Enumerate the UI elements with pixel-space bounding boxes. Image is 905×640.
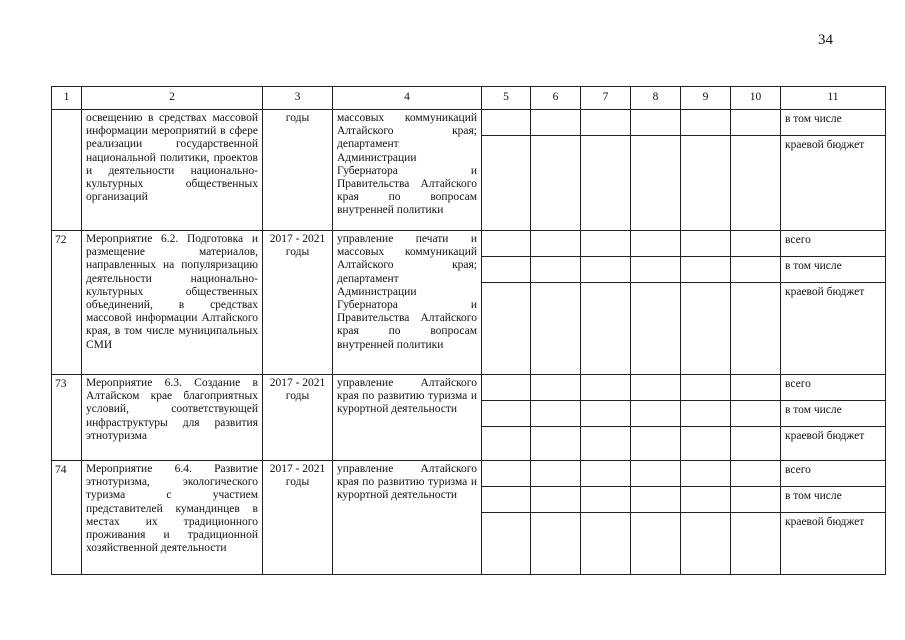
activity-executor: массовых коммуникаций Алтайского края; департамент Администрации Губернатора и Правительства Алтайского края по вопросам внутренней политики [333, 110, 482, 231]
table-row [52, 231, 886, 257]
activity-description: Мероприятие 6.4. Развитие этнотуризма, экологического туризма с участием представителей кумандинцев в местах их традиционного проживания и традиционной хозяйственной деятельности [82, 461, 263, 575]
header-cell: 5 [482, 87, 531, 110]
financing-source: краевой бюджет [781, 136, 886, 231]
financing-source: в том числе [781, 110, 886, 136]
financing-source: всего [781, 231, 886, 257]
header-cell: 1 [52, 87, 82, 110]
activity-years: годы [263, 110, 333, 231]
header-cell: 3 [263, 87, 333, 110]
financing-source: всего [781, 375, 886, 401]
activity-executor: управление Алтайского края по развитию туризма и курортной деятельности [333, 375, 482, 461]
activity-years: 2017 - 2021 годы [263, 231, 333, 375]
row-number: 74 [52, 461, 82, 575]
activity-description: Мероприятие 6.2. Подготовка и размещение материалов, направленных на популяризацию деятельности национально-культурных общественных объединений, в средствах массовой информации Алтайского края, в том числе муниципальных СМИ [82, 231, 263, 375]
header-cell: 6 [531, 87, 581, 110]
table-row [52, 461, 886, 487]
financing-source: краевой бюджет [781, 513, 886, 575]
page-number: 34 [818, 32, 833, 48]
header-row [52, 87, 886, 110]
header-cell: 8 [631, 87, 681, 110]
header-cell: 11 [781, 87, 886, 110]
financing-source: в том числе [781, 401, 886, 427]
table-row [52, 375, 886, 401]
header-cell: 7 [581, 87, 631, 110]
header-cell: 10 [731, 87, 781, 110]
table-row [52, 110, 886, 136]
financing-source: всего [781, 461, 886, 487]
header-cell: 2 [82, 87, 263, 110]
row-number [52, 110, 82, 231]
activity-years: 2017 - 2021 годы [263, 461, 333, 575]
financing-source: в том числе [781, 487, 886, 513]
activity-description: освещению в средствах массовой информации мероприятий в сфере реализации государственной национальной политики, проектов и деятельности национально-культурных общественных организаций [82, 110, 263, 231]
activity-years: 2017 - 2021 годы [263, 375, 333, 461]
activity-executor: управление печати и массовых коммуникаций Алтайского края; департамент Администрации Губернатора и Правительства Алтайского края по вопросам внутренней политики [333, 231, 482, 375]
financing-source: краевой бюджет [781, 427, 886, 461]
row-number: 73 [52, 375, 82, 461]
header-cell: 9 [681, 87, 731, 110]
program-activities-table [51, 86, 886, 575]
financing-source: в том числе [781, 257, 886, 283]
activity-description: Мероприятие 6.3. Создание в Алтайском крае благоприятных условий, соответствующей инфраструктуры для развития этнотуризма [82, 375, 263, 461]
financing-source: краевой бюджет [781, 283, 886, 375]
row-number: 72 [52, 231, 82, 375]
activity-executor: управление Алтайского края по развитию туризма и курортной деятельности [333, 461, 482, 575]
header-cell: 4 [333, 87, 482, 110]
